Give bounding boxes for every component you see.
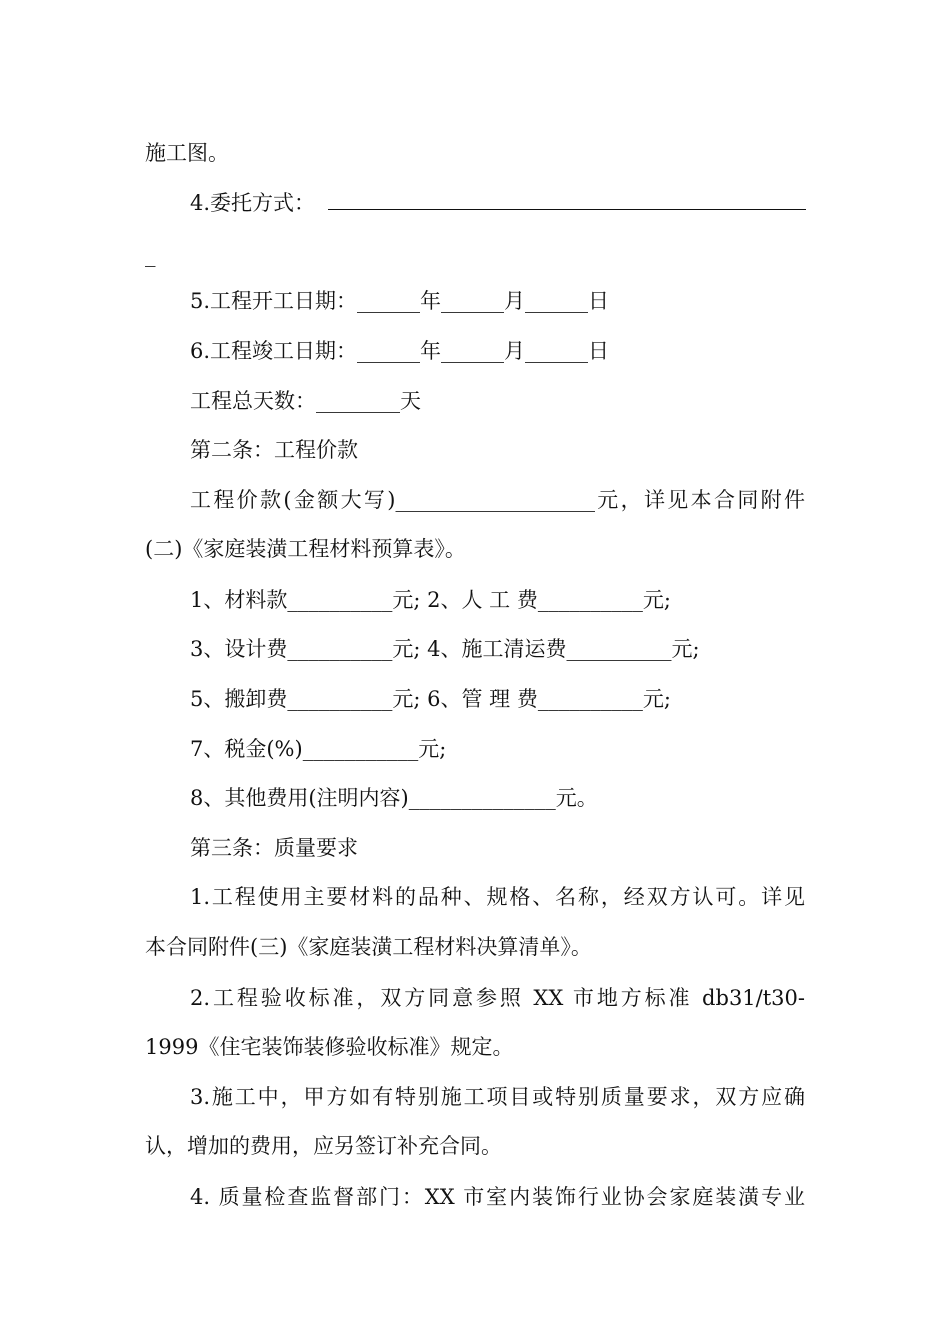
delegation-method-label: 4.委托方式： (190, 191, 316, 215)
fee-line: 7、税金(%)___________元; (190, 737, 447, 761)
section-heading: 第二条：工程价款 (190, 438, 358, 462)
text-line: 4. 质量检查监督部门：XX 市室内装饰行业协会家庭装潢专业 (190, 1185, 805, 1209)
delegation-method-blank (328, 209, 806, 210)
text-line: 1999《住宅装饰装修验收标准》规定。 (145, 1035, 514, 1059)
fee-line: 3、设计费__________元; 4、施工清运费__________元; (190, 637, 700, 661)
text-line: 2.工程验收标准，双方同意参照 XX 市地方标准 db31/t30- (190, 986, 805, 1010)
text-line: 3.施工中，甲方如有特别施工项目或特别质量要求，双方应确 (190, 1085, 805, 1109)
completion-date-line: 6.工程竣工日期：______年______月______日 (190, 339, 610, 363)
text-line: (二)《家庭装潢工程材料预算表》。 (145, 537, 466, 561)
fee-line: 8、其他费用(注明内容)______________元。 (190, 786, 598, 810)
text-line: 施工图。 (145, 141, 229, 165)
text-line: 认，增加的费用，应另签订补充合同。 (145, 1134, 502, 1158)
trailing-underscore: _ (145, 243, 156, 267)
text-line: 1.工程使用主要材料的品种、规格、名称，经双方认可。详见 (190, 885, 805, 909)
section-heading: 第三条：质量要求 (190, 836, 358, 860)
start-date-line: 5.工程开工日期：______年______月______日 (190, 289, 610, 313)
text-line: 本合同附件(三)《家庭装潢工程材料决算清单》。 (145, 935, 592, 959)
text-line: 工程价款(金额大写)___________________元，详见本合同附件 (190, 488, 805, 512)
fee-line: 1、材料款__________元; 2、人 工 费__________元; (190, 588, 671, 612)
fee-line: 5、搬卸费__________元; 6、管 理 费__________元; (190, 687, 671, 711)
total-days-line: 工程总天数：________天 (190, 389, 421, 413)
